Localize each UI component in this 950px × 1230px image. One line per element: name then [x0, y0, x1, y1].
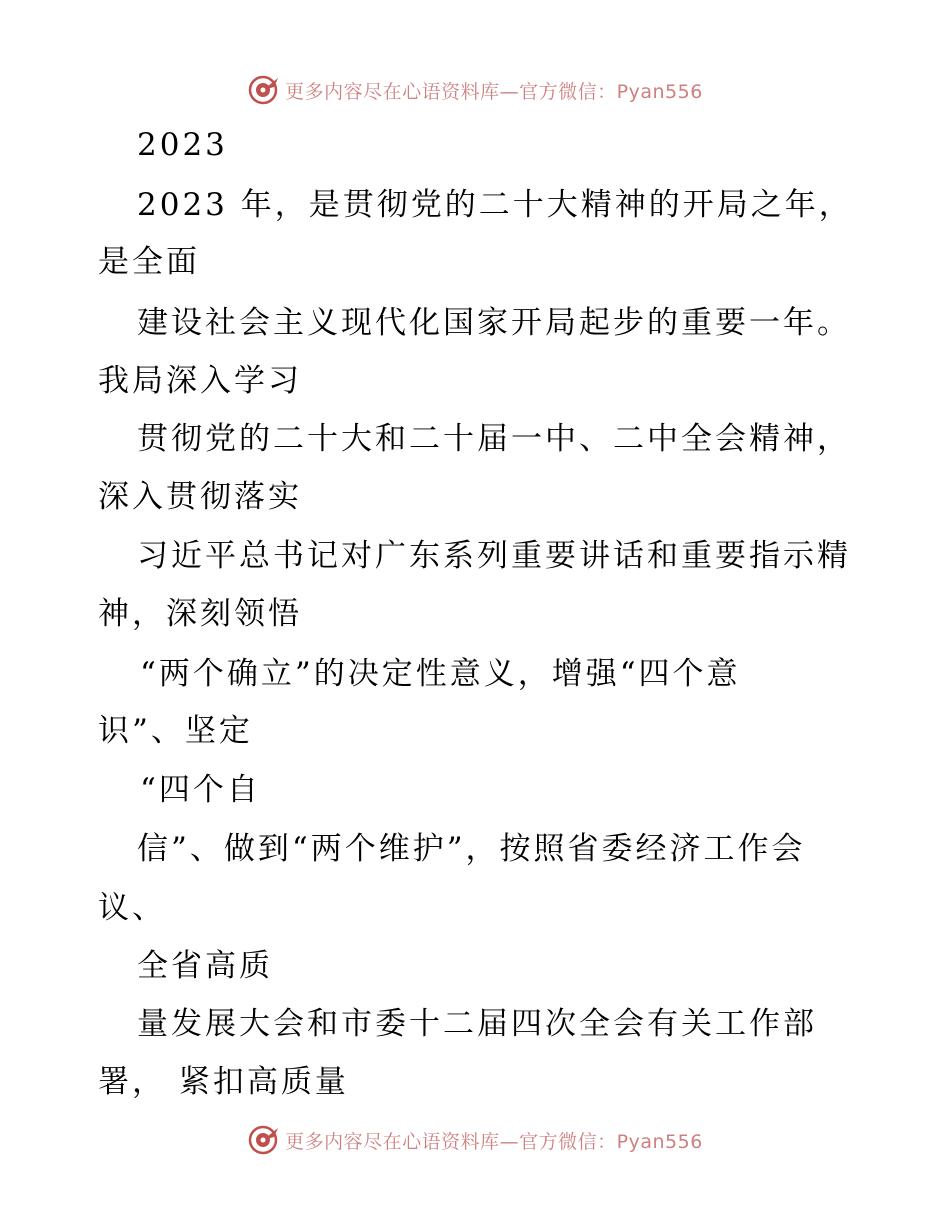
body-line: 量发展大会和市委十二届四次全会有关工作部: [137, 1006, 817, 1042]
body-line: 习近平总书记对广东系列重要讲话和重要指示精: [137, 538, 851, 574]
body-line: 信”、做到“两个维护”，按照省委经济工作会: [137, 831, 806, 867]
body-line: 建设社会主义现代化国家开局起步的重要一年。: [137, 305, 851, 341]
body-line: 深入贯彻落实: [98, 479, 302, 515]
header-banner-text: 更多内容尽在心语资料库—官方微信：Pyan556: [285, 80, 703, 103]
footer-banner-text: 更多内容尽在心语资料库—官方微信：Pyan556: [285, 1130, 703, 1153]
footer-banner: [0, 1120, 950, 1160]
body-line: 署， 紧扣高质量: [98, 1064, 349, 1100]
body-line: 神，深刻领悟: [98, 596, 302, 632]
body-line: “两个确立”的决定性意义，增强“四个意: [140, 656, 741, 692]
body-line: 全省高质: [137, 948, 273, 984]
body-line: 议、: [98, 890, 166, 926]
body-line: 识”、坚定: [98, 713, 253, 749]
body-line: 贯彻党的二十大和二十届一中、二中全会精神，: [137, 421, 851, 457]
body-line: “四个自: [140, 772, 261, 808]
body-line: 是全面: [98, 244, 200, 280]
body-line: 2023 年，是贯彻党的二十大精神的开局之年，: [137, 187, 853, 223]
body-line: 2023: [137, 127, 228, 163]
body-line: 我局深入学习: [98, 363, 302, 399]
pen-nib-logo-icon: [247, 1123, 281, 1157]
